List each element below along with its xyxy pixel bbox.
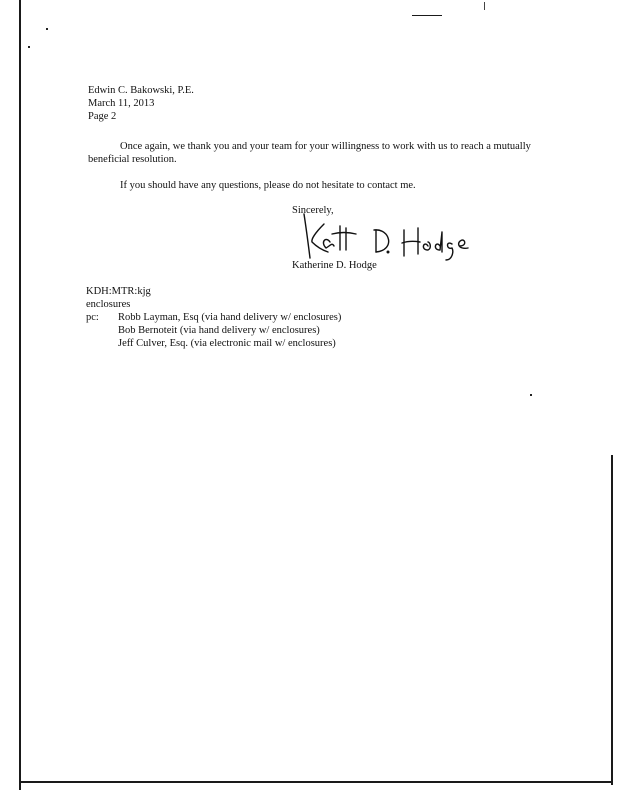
copy-list-row — [86, 337, 341, 350]
copy-list — [86, 311, 341, 350]
page-number: Page 2 — [88, 111, 117, 122]
reference-initials: KDH:MTR:kjg — [86, 286, 151, 297]
body-paragraph-1: Once again, we thank you and your team for your willingness to work with us to reach a mutually beneficial resolution. — [88, 141, 531, 165]
scan-edge-left — [19, 0, 21, 790]
scan-edge-top — [412, 15, 442, 16]
handwritten-signature — [296, 212, 471, 264]
copy-list-label: pc: — [86, 312, 99, 323]
body-paragraph-2: If you should have any questions, please do not hesitate to contact me. — [120, 180, 416, 191]
scan-speck — [530, 394, 532, 396]
reference-block — [86, 285, 151, 311]
recipient-name: Edwin C. Bakowski, P.E. — [88, 85, 194, 96]
copy-list-row — [86, 324, 341, 337]
scan-mark-top — [484, 2, 485, 10]
scan-speck — [28, 46, 30, 48]
copy-recipient: Bob Bernoteit (via hand delivery w/ enclosures) — [118, 325, 320, 336]
copy-recipient: Robb Layman, Esq (via hand delivery w/ enclosures) — [118, 312, 342, 323]
scan-edge-right — [611, 455, 613, 785]
enclosures-note: enclosures — [86, 299, 131, 310]
closing-salutation: Sincerely, — [292, 205, 334, 216]
copy-recipient: Jeff Culver, Esq. (via electronic mail w/ enclosures) — [118, 338, 336, 349]
letter-header — [88, 84, 194, 123]
letter-date: March 11, 2013 — [88, 98, 155, 109]
copy-list-row — [86, 311, 341, 324]
scan-speck — [46, 28, 48, 30]
signer-name: Katherine D. Hodge — [292, 260, 377, 271]
scan-edge-bottom — [20, 781, 612, 783]
